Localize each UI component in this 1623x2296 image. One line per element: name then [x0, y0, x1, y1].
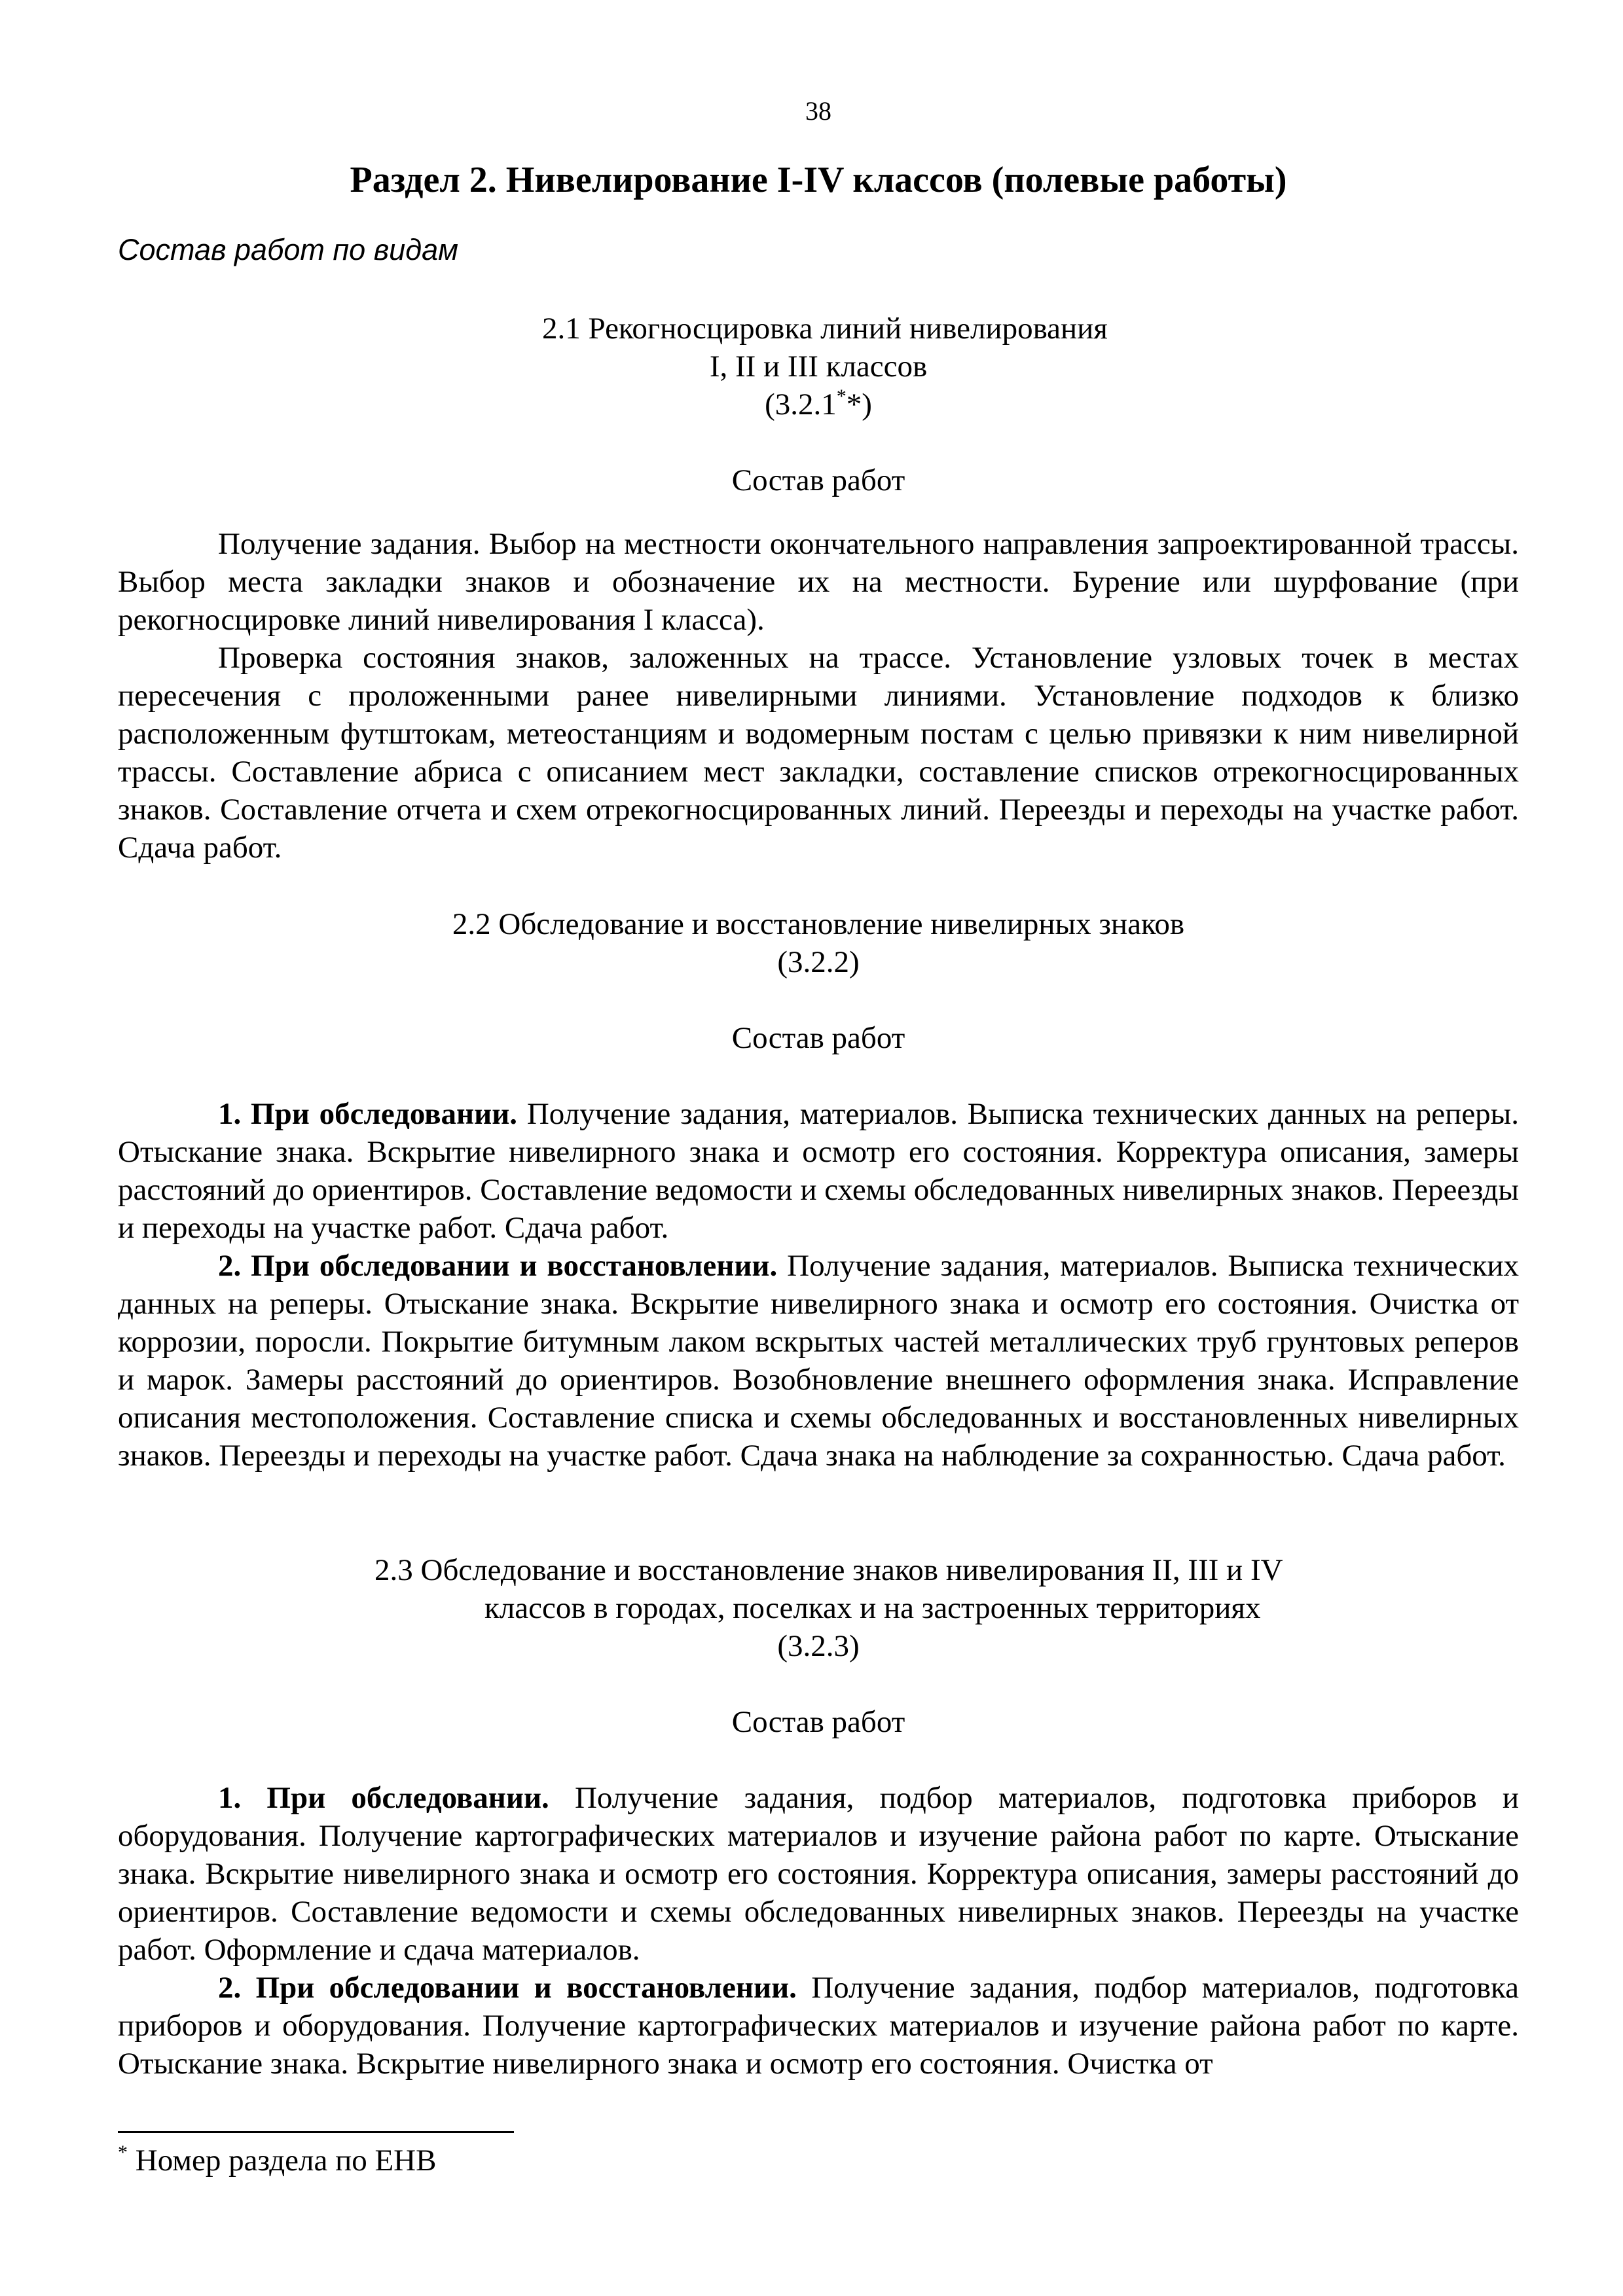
section-2-1-code [118, 386, 1519, 423]
section-2-3-p2-text: Получение задания, подбор материалов, подготовка приборов и оборудования. Получение картографических материалов и изучение района работ по карте. Отыскание знака. Вскрытие нивелирного знака и осмотр его состояния. Очистка от [118, 1971, 1519, 2081]
section-2-1-heading-line1: 2.1 Рекогносцировка линий нивелирования [542, 312, 1108, 346]
document-page [118, 0, 1519, 2296]
section-2-1-paragraph-2: Проверка состояния знаков, заложенных на трассе. Установление узловых точек в местах пересечения с проложенными ранее нивелирными линиями. Установление подходов к близко расположенным футштокам, метеостанциям и водомерным постам с целью привязки к ним нивелирной трассы. Составление абриса с описанием мест закладки, составление списков отрекогносцированных знаков. Составление отчета и схем отрекогносцированных линий. Переезды и переходы на участке работ. Сдача работ. [118, 641, 1519, 865]
footnote-text: Номер раздела по ЕНВ [128, 2144, 437, 2178]
section-2-1-paragraph-1: Получение задания. Выбор на местности окончательного направления запроектированной трассы. Выбор места закладки знаков и обозначение их на местности. Бурение или шурфование (при рекогносцировке линий нивелирования I класса). [118, 527, 1519, 637]
subtitle: Состав работ по видам [118, 233, 458, 266]
page-number: 38 [805, 96, 831, 126]
section-2-2-heading: 2.2 Обследование и восстановление нивелирных знаков [452, 907, 1185, 941]
section-2-1-code-close: *) [846, 387, 872, 422]
section-2-2-p2-lead: 2. При обследовании и восстановлении. [218, 1249, 778, 1283]
section-2-1-code-open: (3.2.1 [765, 387, 837, 422]
section-2-3-paragraph-1 [118, 1779, 1519, 1969]
section-2-3-p1-text: Получение задания, подбор материалов, подготовка приборов и оборудования. Получение картографических материалов и изучение района работ по карте. Отыскание знака. Вскрытие нивелирного знака и осмотр его состояния. Корректура описания, замеры расстояний до ориентиров. Составление ведомости и схемы обследованных нивелирных знаков. Переезды на участке работ. Оформление и сдача материалов. [118, 1781, 1519, 1967]
section-2-2-works-heading: Состав работ [731, 1021, 905, 1055]
section-2-2-p1-text: Получение задания, материалов. Выписка технических данных на реперы. Отыскание знака. Вскрытие нивелирного знака и осмотр его состояния. Корректура описания, замеры расстояний до ориентиров. Составление ведомости и схемы обследованных нивелирных знаков. Переезды и переходы на участке работ. Сдача работ. [118, 1097, 1520, 1245]
section-2-2-code: (3.2.2) [777, 945, 860, 979]
section-2-3-p1-lead: 1. При обследовании. [218, 1781, 549, 1815]
section-2-2-p1-lead: 1. При обследовании. [218, 1097, 518, 1131]
section-2-2-body [118, 1095, 1519, 1475]
section-2-3-works-heading: Состав работ [731, 1705, 905, 1739]
section-2-1-works-heading: Состав работ [731, 463, 905, 497]
footnote-ref-mark: * [836, 386, 847, 407]
section-2-3-heading-line2: классов в городах, поселках и на застроенных территориях [484, 1591, 1261, 1625]
section-2-3-body [118, 1779, 1519, 2083]
section-2-3-heading-line1: 2.3 Обследование и восстановление знаков нивелирования II, III и IV [374, 1553, 1283, 1587]
footnote-divider [118, 2131, 514, 2133]
section-2-3-paragraph-2 [118, 1969, 1519, 2083]
section-2-1-heading-line2: I, II и III классов [709, 350, 928, 384]
section-2-3-code: (3.2.3) [777, 1629, 860, 1663]
footnote-mark: * [118, 2142, 128, 2163]
section-2-2-paragraph-1 [118, 1095, 1519, 1247]
section-2-3-p2-lead: 2. При обследовании и восстановлении. [218, 1971, 797, 2005]
section-title: Раздел 2. Нивелирование I-IV классов (полевые работы) [350, 160, 1287, 200]
footnote [118, 2142, 436, 2179]
section-2-2-paragraph-2 [118, 1247, 1519, 1475]
section-2-1-body [118, 525, 1519, 867]
section-2-2-p2-text: Получение задания, материалов. Выписка технических данных на реперы. Отыскание знака. Вскрытие нивелирного знака и осмотр его состояния. Очистка от коррозии, поросли. Покрытие битумным лаком вскрытых частей металлических труб грунтовых реперов и марок. Замеры расстояний до ориентиров. Возобновление внешнего оформления знака. Исправление описания местоположения. Составление списка и схемы обследованных и восстановленных нивелирных знаков. Переезды и переходы на участке работ. Сдача знака на наблюдение за сохранностью. Сдача работ. [118, 1249, 1520, 1473]
